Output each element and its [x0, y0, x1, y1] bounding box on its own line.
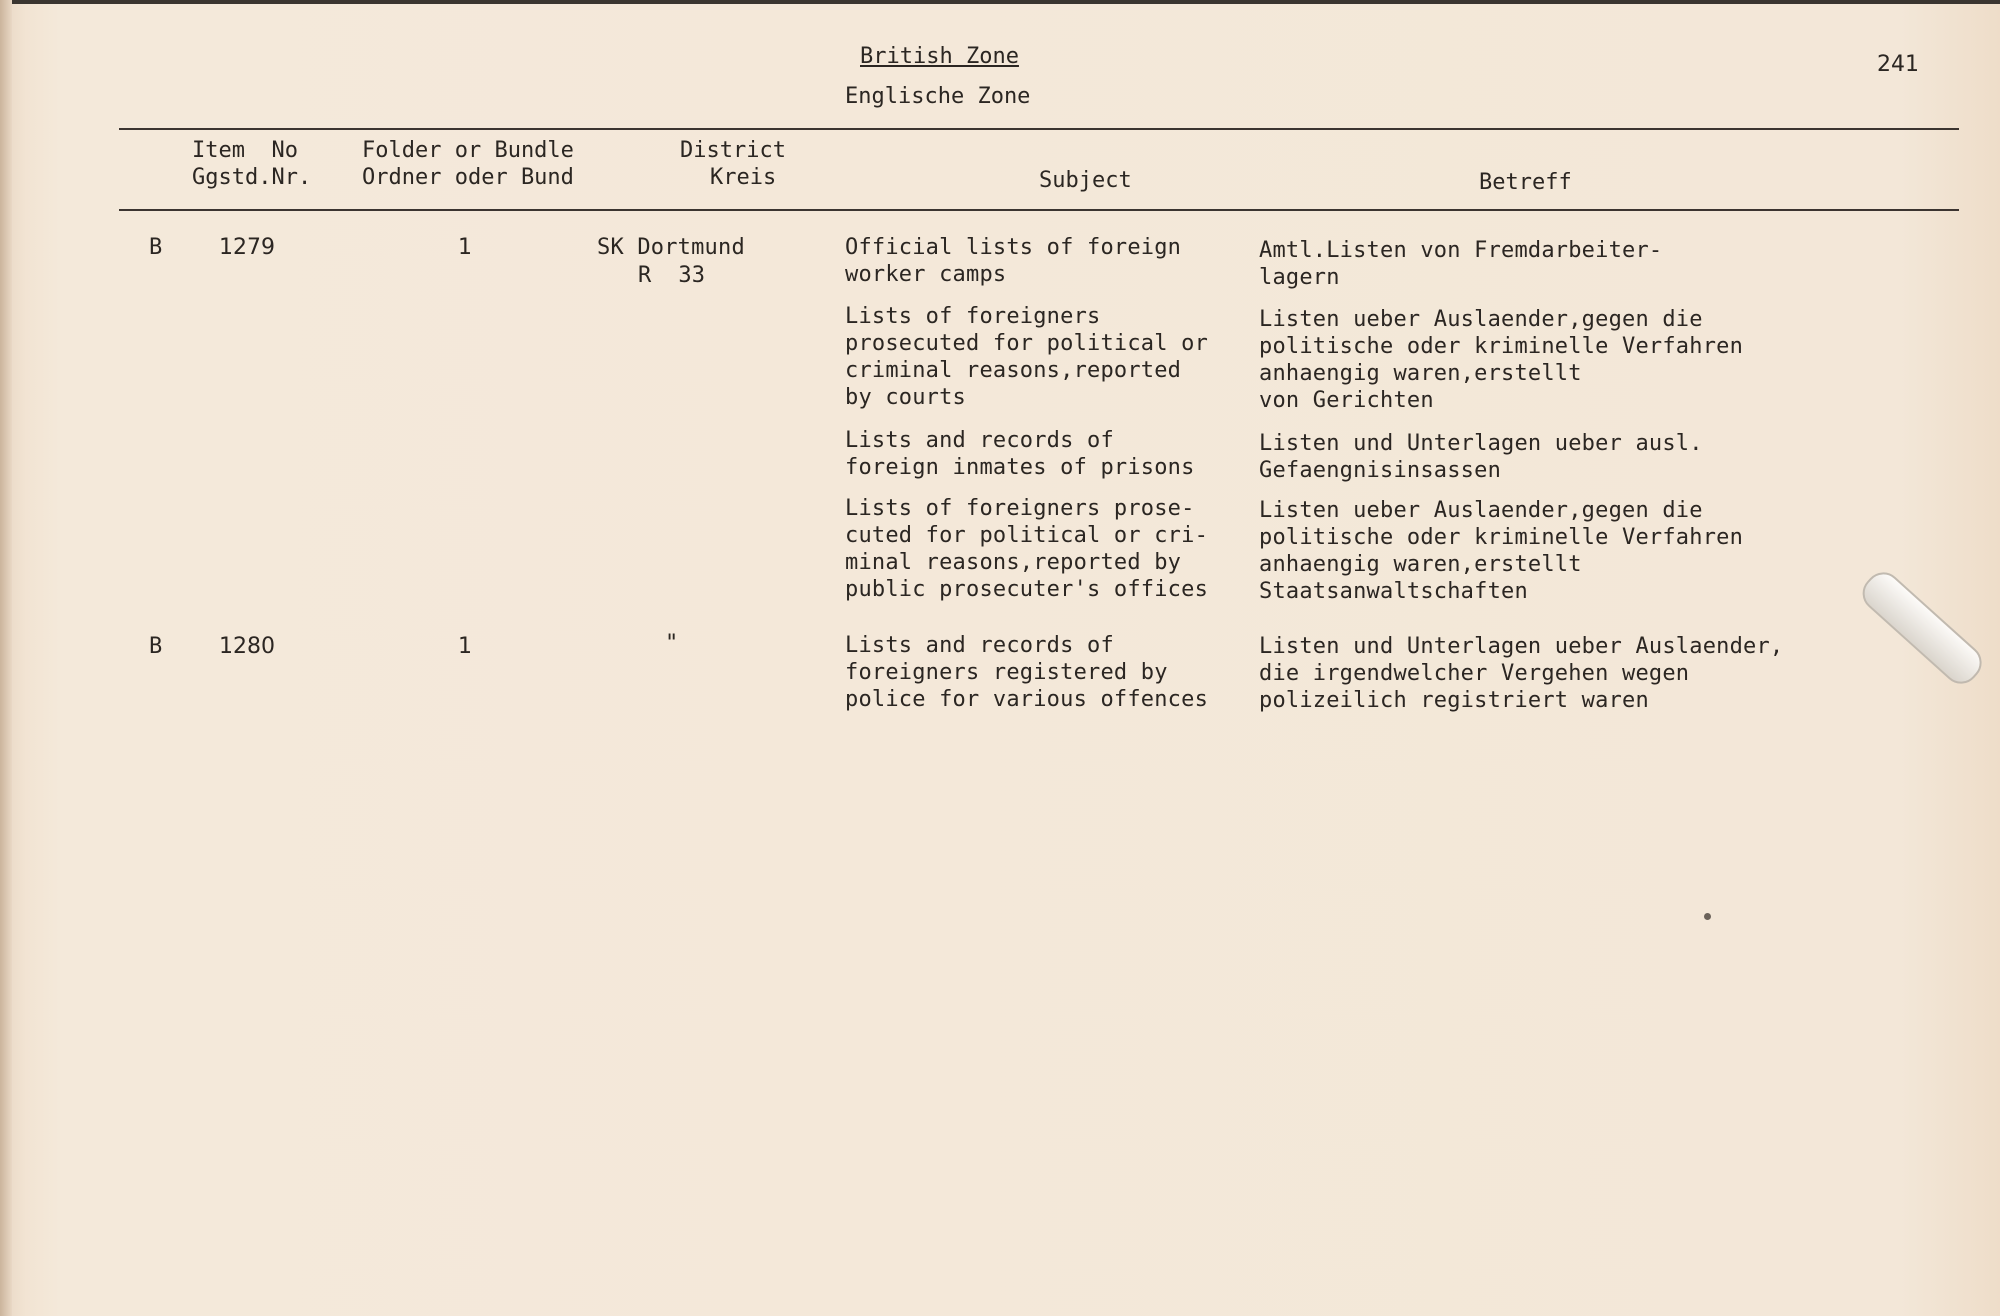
subject-line: prosecuted for political or [845, 331, 1209, 356]
paper-speck [1704, 913, 1711, 920]
page-clip [1855, 565, 1989, 691]
row-folder: 1 [458, 235, 472, 260]
betreff-line: Gefaengnisinsassen [1259, 458, 1502, 483]
subject-line: by courts [845, 385, 967, 410]
col-item-header-1: Item No [192, 138, 298, 163]
betreff-line: politische oder kriminelle Verfahren [1259, 525, 1744, 550]
col-subject-header: Subject [1039, 168, 1132, 193]
row-district: SK Dortmund [597, 235, 745, 260]
subject-line: police for various offences [845, 687, 1209, 712]
row-item-no: 1279 [219, 235, 275, 260]
col-item-header-2: Ggstd.Nr. [192, 165, 312, 190]
header-bottom-rule [119, 209, 1959, 211]
betreff-line: Amtl.Listen von Fremdarbeiter- [1259, 238, 1663, 263]
col-folder-header-1: Folder or Bundle [362, 138, 574, 163]
subject-line: cuted for political or cri- [845, 523, 1209, 548]
row-item-no: 1280 [219, 634, 275, 659]
zone-subtitle: Englische Zone [845, 84, 1031, 109]
subject-line: foreigners registered by [845, 660, 1168, 685]
subject-line: public prosecuter's offices [845, 577, 1209, 602]
subject-line: criminal reasons,reported [845, 358, 1182, 383]
subject-line: Lists of foreigners prose- [845, 496, 1195, 521]
header-top-rule [119, 128, 1959, 130]
subject-line: minal reasons,reported by [845, 550, 1182, 575]
binding-edge [0, 0, 12, 1316]
page-number: 241 [1877, 52, 1919, 77]
row-series: B [149, 235, 163, 260]
subject-line: Lists of foreigners [845, 304, 1101, 329]
betreff-line: Staatsanwaltschaften [1259, 579, 1528, 604]
subject-line: worker camps [845, 262, 1007, 287]
betreff-line: Listen ueber Auslaender,gegen die [1259, 498, 1703, 523]
betreff-line: die irgendwelcher Vergehen wegen [1259, 661, 1690, 686]
col-district-header-1: District [680, 138, 786, 163]
betreff-line: politische oder kriminelle Verfahren [1259, 334, 1744, 359]
betreff-line: lagern [1259, 265, 1340, 290]
betreff-line: Listen und Unterlagen ueber Auslaender, [1259, 634, 1784, 659]
subject-line: Lists and records of [845, 633, 1114, 658]
col-district-header-2: Kreis [710, 165, 777, 190]
betreff-line: Listen ueber Auslaender,gegen die [1259, 307, 1703, 332]
row-folder: 1 [458, 634, 472, 659]
betreff-line: Listen und Unterlagen ueber ausl. [1259, 431, 1703, 456]
row-district-ditto: " [665, 631, 679, 656]
row-district-ref: R 33 [638, 263, 706, 288]
zone-title: British Zone [860, 44, 1019, 69]
row-series: B [149, 634, 163, 659]
col-folder-header-2: Ordner oder Bund [362, 165, 574, 190]
col-betreff-header: Betreff [1479, 170, 1572, 195]
subject-line: foreign inmates of prisons [845, 455, 1195, 480]
subject-line: Lists and records of [845, 428, 1114, 453]
betreff-line: polizeilich registriert waren [1259, 688, 1649, 713]
betreff-line: anhaengig waren,erstellt [1259, 552, 1582, 577]
betreff-line: von Gerichten [1259, 388, 1434, 413]
page-top-edge [0, 0, 2000, 4]
subject-line: Official lists of foreign [845, 235, 1182, 260]
betreff-line: anhaengig waren,erstellt [1259, 361, 1582, 386]
